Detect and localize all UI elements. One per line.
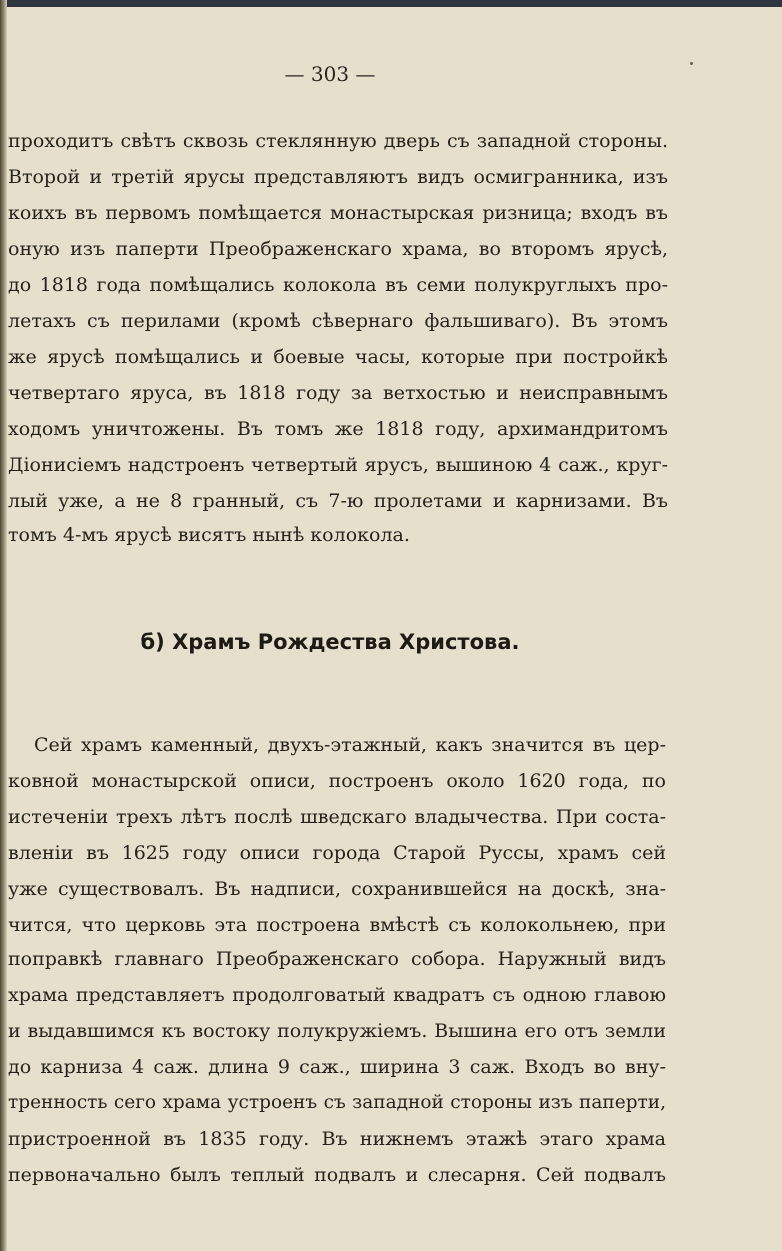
paragraph-1-line: томъ 4-мъ ярусѣ висятъ нынѣ колокола. (8, 524, 410, 546)
section-heading: б) Храмъ Рождества Христова. (140, 630, 520, 654)
paragraph-1-line: лый уже, а не 8 гранный, съ 7-ю пролетами и карнизами. Въ (8, 490, 668, 512)
page-number: — 303 — (284, 62, 376, 86)
paragraph-1-line: проходитъ свѣтъ сквозь стеклянную дверь съ западной стороны. (8, 130, 668, 152)
paragraph-2-line: и выдавшимся къ востоку полукружіемъ. Вышина его отъ земли (8, 1020, 666, 1042)
paragraph-2-line: поправкѣ главнаго Преображенскаго собора. Наружный видъ (8, 948, 666, 970)
paragraph-2-line: ковной монастырской описи, построенъ около 1620 года, по (8, 770, 666, 792)
paragraph-1-line: Діонисіемъ надстроенъ четвертый ярусъ, вышиною 4 саж., круг- (8, 454, 668, 476)
paragraph-2-line: истеченіи трехъ лѣтъ послѣ шведскаго владычества. При соста- (8, 806, 666, 828)
paragraph-2-line: Сей храмъ каменный, двухъ-этажный, какъ значится въ цер- (34, 734, 666, 756)
paragraph-2-line: чится, что церковь эта построена вмѣстѣ съ колокольнею, при (8, 914, 666, 936)
paper-speck (690, 62, 693, 65)
paragraph-1-line: оную изъ паперти Преображенскаго храма, во второмъ ярусѣ, (8, 238, 668, 260)
paragraph-1-line: летахъ съ перилами (кромѣ сѣвернаго фальшиваго). Въ этомъ (8, 310, 668, 332)
scan-top-edge (0, 0, 782, 7)
paragraph-2-line: вленіи въ 1625 году описи города Старой Руссы, храмъ сей (8, 842, 666, 864)
paragraph-1-line: четвертаго яруса, въ 1818 году за ветхостью и неисправнымъ (8, 382, 668, 404)
paragraph-1-line: коихъ въ первомъ помѣщается монастырская ризница; входъ въ (8, 202, 668, 224)
paragraph-2-line: до карниза 4 саж. длина 9 саж., ширина 3 саж. Входъ во вну- (8, 1056, 666, 1078)
paragraph-1-line: ходомъ уничтожены. Въ томъ же 1818 году, архимандритомъ (8, 418, 668, 440)
paragraph-1-line: же ярусѣ помѣщались и боевые часы, которые при постройкѣ (8, 346, 668, 368)
paragraph-1-line: до 1818 года помѣщались колокола въ семи полукруглыхъ про- (8, 274, 668, 296)
paragraph-2-line: уже существовалъ. Въ надписи, сохранившейся на доскѣ, зна- (8, 878, 666, 900)
paragraph-2-line: тренность сего храма устроенъ съ западной стороны изъ паперти, (8, 1092, 666, 1113)
paragraph-1-line: Второй и третій ярусы представляютъ видъ осмигранника, изъ (8, 166, 668, 188)
paragraph-2-line: первоначально былъ теплый подвалъ и слесарня. Сей подвалъ (8, 1164, 666, 1186)
book-spine-shadow (0, 0, 7, 1251)
paragraph-2-line: храма представляетъ продолговатый квадратъ съ одною главою (8, 984, 666, 1006)
paragraph-2-line: пристроенной въ 1835 году. Въ нижнемъ этажѣ этаго храма (8, 1128, 666, 1150)
